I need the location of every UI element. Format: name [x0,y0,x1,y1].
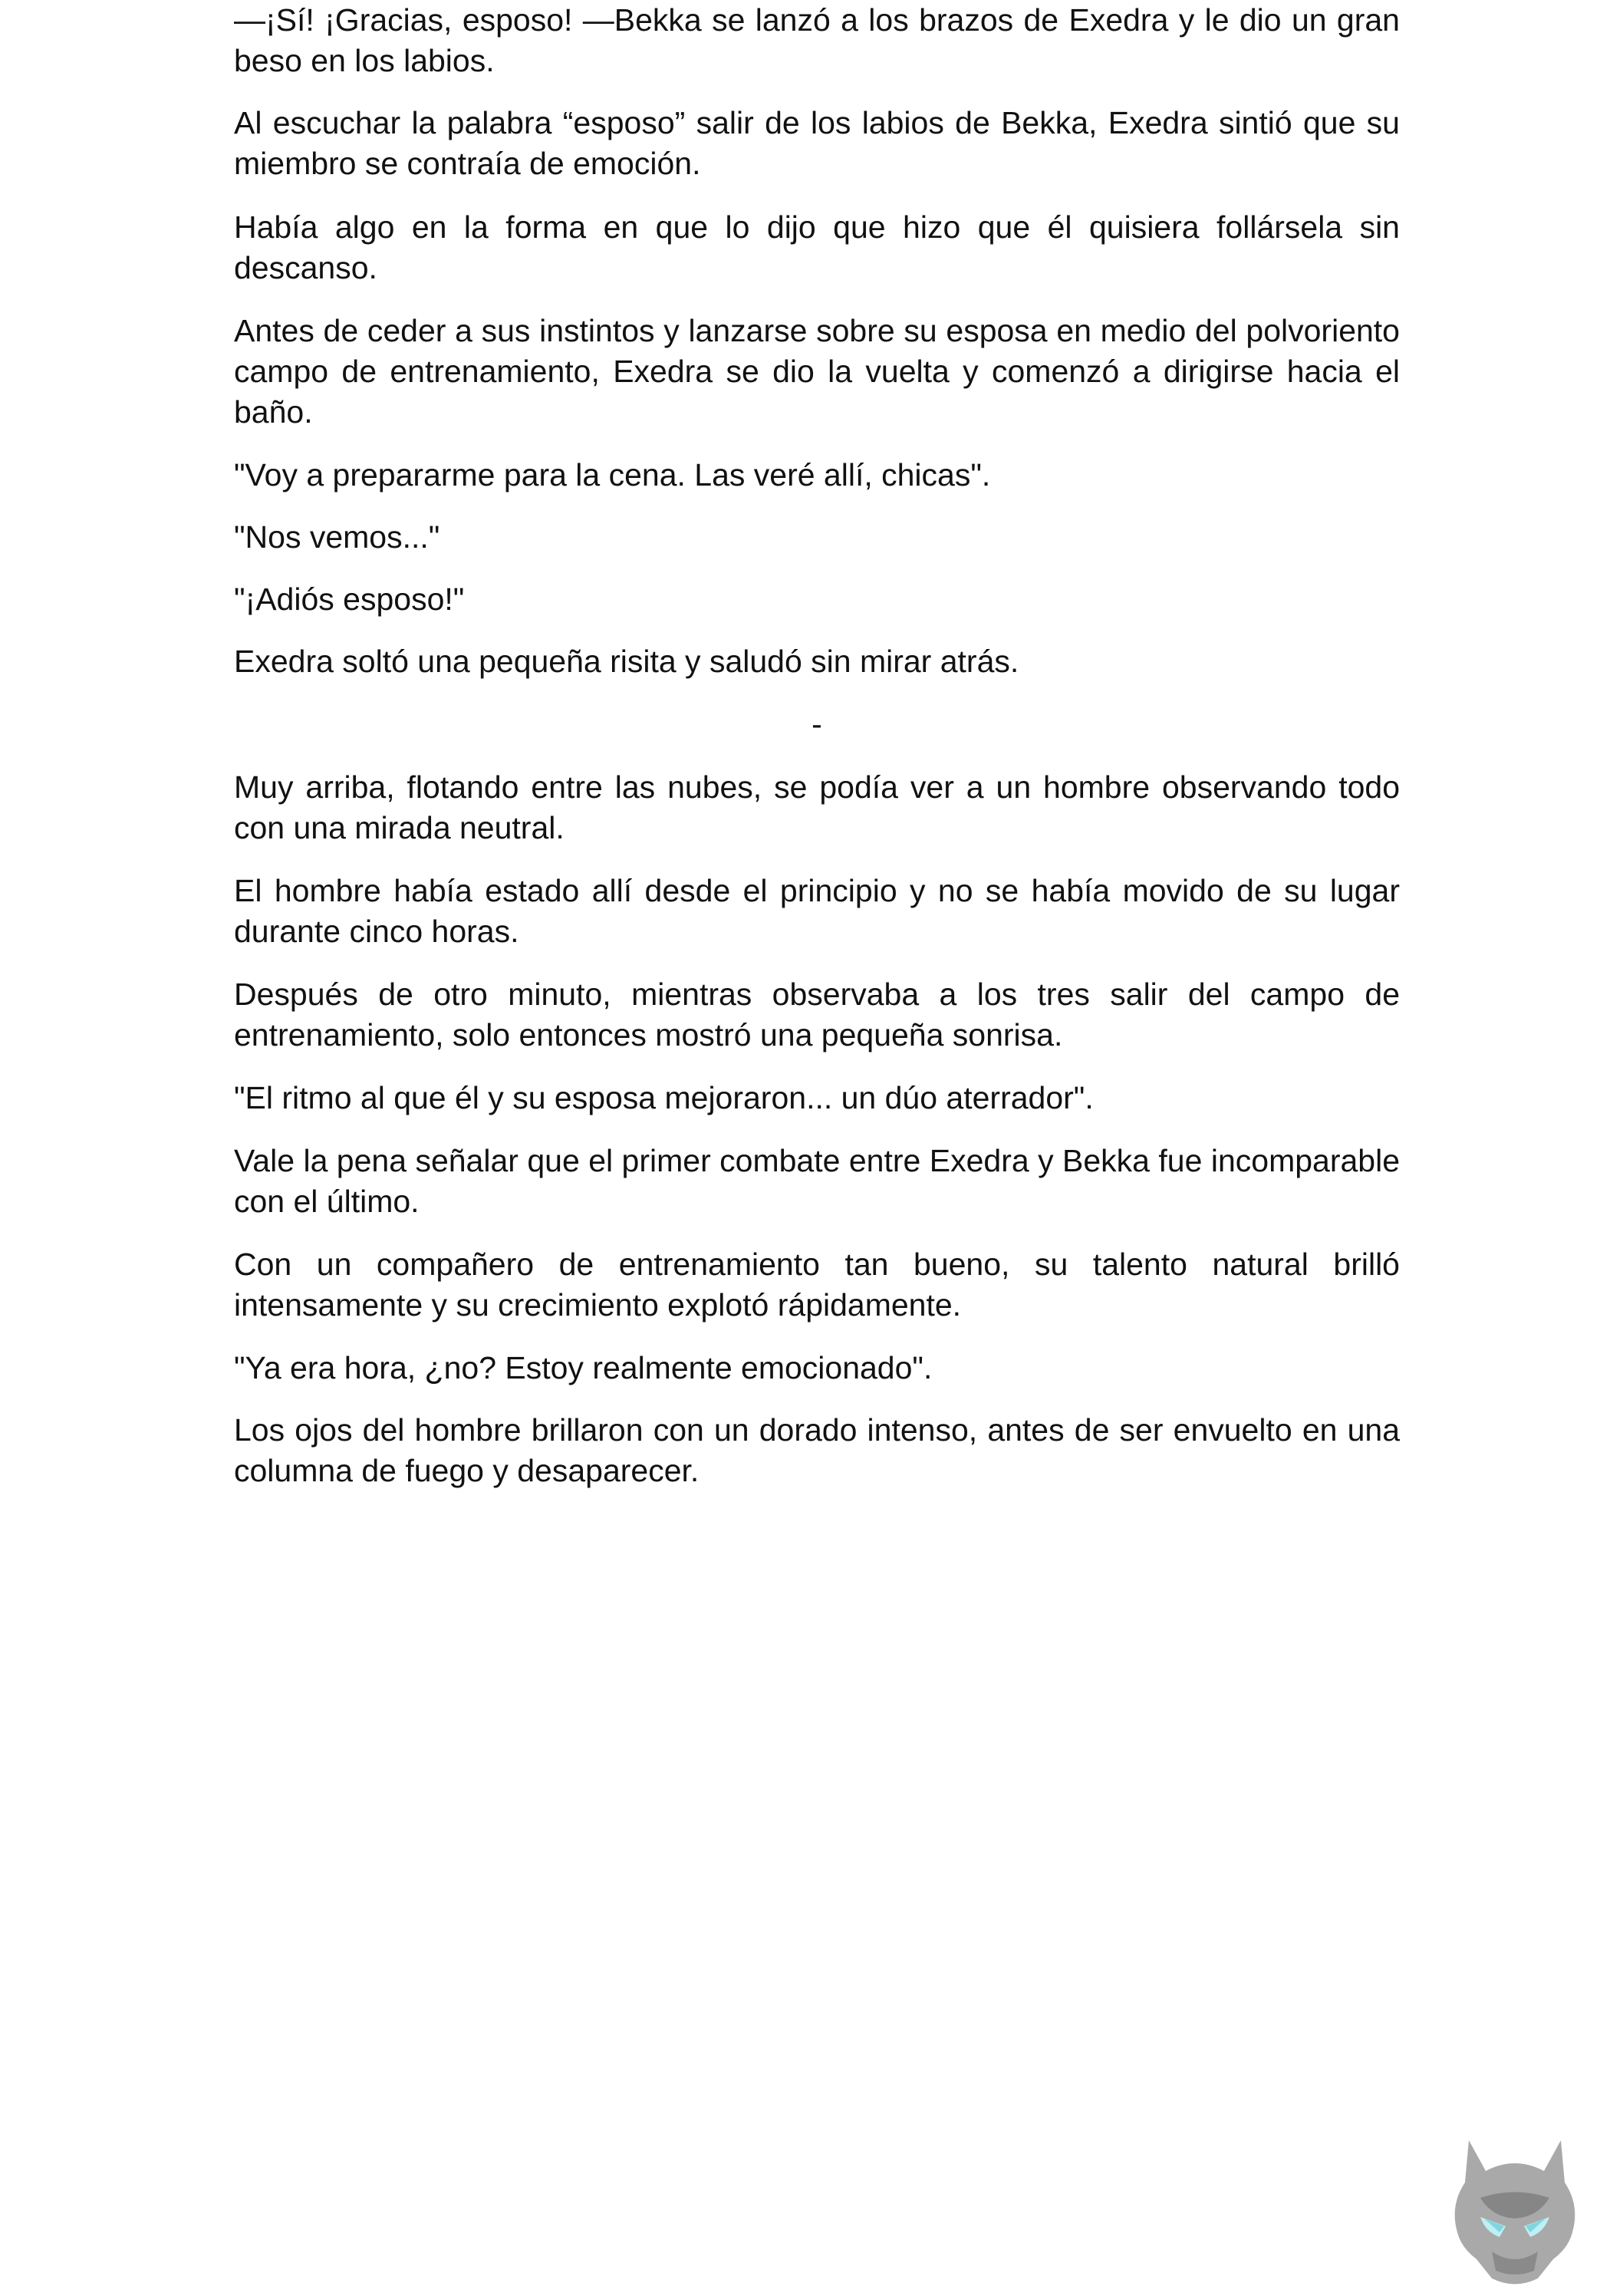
demon-head-icon [1438,2125,1592,2290]
paragraph: —¡Sí! ¡Gracias, esposo! —Bekka se lanzó a los brazos de Exedra y le dio un gran beso en los labios. [234,2,1400,78]
paragraph: "El ritmo al que él y su esposa mejoraron... un dúo aterrador". [234,1080,1094,1115]
paragraph: "Ya era hora, ¿no? Estoy realmente emocionado". [234,1350,933,1385]
paragraph: Con un compañero de entrenamiento tan bueno, su talento natural brilló intensamente y su crecimiento explotó rápidamente. [234,1247,1400,1323]
paragraph: Vale la pena señalar que el primer combate entre Exedra y Bekka fue incomparable con el último. [234,1143,1400,1219]
paragraph: Después de otro minuto, mientras observaba a los tres salir del campo de entrenamiento, solo entonces mostró una pequeña sonrisa. [234,977,1400,1052]
paragraph: Antes de ceder a sus instintos y lanzarse sobre su esposa en medio del polvoriento campo de entrenamiento, Exedra se dio la vuelta y comenzó a dirigirse hacia el baño. [234,313,1400,430]
paragraph: El hombre había estado allí desde el principio y no se había movido de su lugar durante cinco horas. [234,873,1400,949]
paragraph: "Nos vemos..." [234,519,440,555]
paragraph: "Voy a prepararme para la cena. Las veré allí, chicas". [234,457,991,492]
scene-separator: - [812,707,822,742]
paragraph: Había algo en la forma en que lo dijo que hizo que él quisiera follársela sin descanso. [234,209,1400,285]
paragraph: Muy arriba, flotando entre las nubes, se podía ver a un hombre observando todo con una mirada neutral. [234,769,1400,845]
paragraph: Los ojos del hombre brillaron con un dorado intenso, antes de ser envuelto en una columna de fuego y desaparecer. [234,1412,1400,1488]
paragraph: Al escuchar la palabra “esposo” salir de los labios de Bekka, Exedra sintió que su miembro se contraía de emoción. [234,105,1400,181]
paragraph: Exedra soltó una pequeña risita y saludó sin mirar atrás. [234,644,1019,679]
paragraph: "¡Adiós esposo!" [234,581,465,617]
